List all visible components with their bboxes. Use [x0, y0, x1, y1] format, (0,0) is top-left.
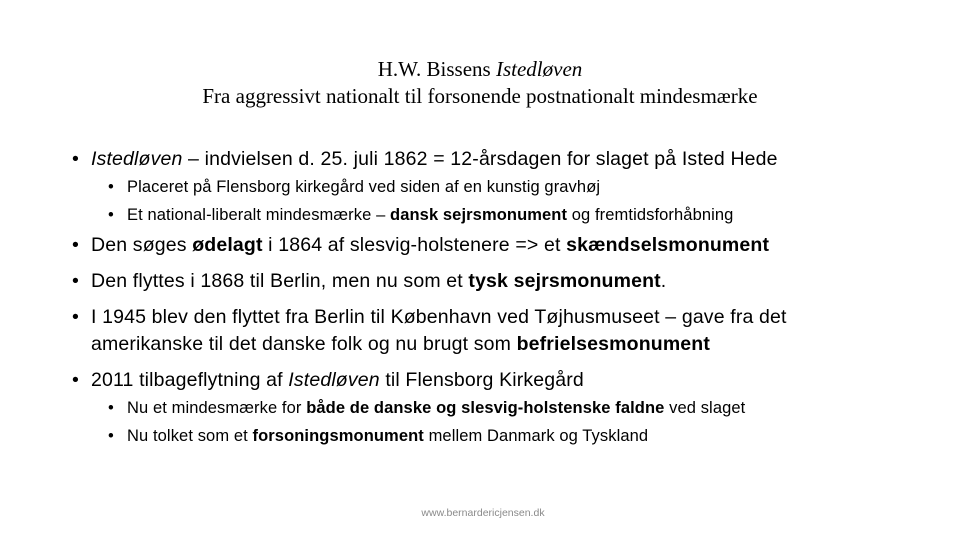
sub-bullet-memorial — [108, 394, 892, 422]
slide-title — [0, 56, 960, 110]
bullet-inauguration — [72, 146, 892, 173]
sub-bullet-text: ved slaget — [664, 399, 746, 417]
bullet-text: – indvielsen d. 25. juli 1862 = 12-årsdagen for slaget på Isted Hede — [182, 148, 778, 170]
bullet-text: Den flyttes i 1868 til Berlin, men nu som et — [91, 270, 469, 292]
sub-bullet-text: Et national-liberalt mindesmærke – — [127, 206, 391, 224]
sub-bullet-text: Nu et mindesmærke for — [127, 399, 307, 417]
bullet-text: i 1864 af slesvig-holstenere => et — [262, 234, 567, 256]
bullet-text-line-2 — [91, 331, 892, 358]
bullet-2011 — [72, 367, 892, 394]
bullet-italic: Istedløven — [91, 148, 183, 170]
bullet-text: . — [660, 270, 667, 292]
bullet-text: Den søges — [91, 234, 193, 256]
bullet-list — [72, 146, 892, 450]
subtitle-line: Fra aggressivt nationalt til forsonende postnationalt mindesmærke — [202, 84, 758, 108]
title-line-1 — [0, 56, 960, 83]
bullet-bold: tysk sejrsmonument — [468, 270, 661, 292]
sub-bullet-text: og fremtidsforhåbning — [567, 206, 734, 224]
bullet-text-line-1: • I 1945 blev den flyttet fra Berlin til København ved Tøjhusmuseet – gave fra det — [91, 306, 787, 328]
sub-bullet-bold: både de danske og slesvig-holstenske faldne — [306, 399, 665, 417]
bullet-bold: ødelagt — [192, 234, 263, 256]
sub-bullet-text: mellem Danmark og Tyskland — [423, 427, 649, 445]
sub-bullet-national-liberal — [108, 201, 892, 229]
bullet-italic: Istedløven — [288, 369, 380, 391]
bullet-bold: befrielsesmonument — [516, 333, 711, 355]
sub-bullet-placement — [108, 173, 892, 201]
sub-bullet-text: Placeret på Flensborg kirkegård ved siden af en kunstig gravhøj — [127, 178, 601, 196]
bullet-text: 2011 tilbageflytning af — [91, 369, 289, 391]
bullet-berlin — [72, 268, 892, 295]
footer-website: www.bernardericjensen.dk — [421, 507, 545, 519]
bullet-destroyed — [72, 232, 892, 259]
sub-bullet-reconciliation — [108, 422, 892, 450]
sub-bullet-bold: forsoningsmonument — [252, 427, 424, 445]
title-text: H.W. Bissens — [377, 57, 496, 81]
title-italic-text: Istedløven — [495, 57, 583, 81]
sub-bullet-text: Nu tolket som et — [127, 427, 253, 445]
sub-bullet-bold: dansk sejrsmonument — [390, 206, 568, 224]
bullet-1945 — [72, 304, 892, 358]
bullet-bold: skændselsmonument — [566, 234, 770, 256]
bullet-text: amerikanske til det danske folk og nu brugt som — [91, 333, 517, 355]
bullet-text: til Flensborg Kirkegård — [379, 369, 584, 391]
